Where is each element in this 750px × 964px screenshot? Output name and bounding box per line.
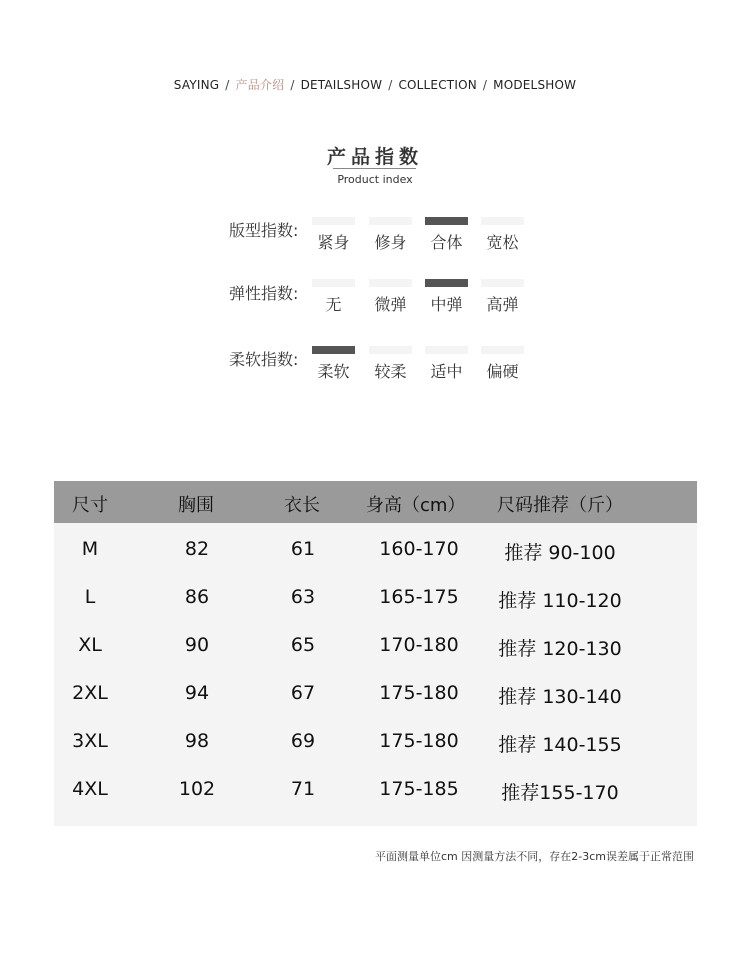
option-label: 紧身 <box>317 233 350 252</box>
table-cell: L <box>84 586 96 608</box>
nav-item-modelshow[interactable]: MODELSHOW <box>493 78 577 92</box>
table-cell: 175-180 <box>379 730 459 752</box>
table-cell: 90 <box>184 634 210 656</box>
measurement-note: 平面测量单位cm 因测量方法不同，存在2-3cm误差属于正常范围 <box>375 850 694 863</box>
table-cell: 推荐 110-120 <box>498 590 622 612</box>
softness-index-label: 柔软指数: <box>229 350 299 369</box>
title-divider <box>333 168 416 169</box>
header-size: 尺寸 <box>72 495 108 516</box>
table-cell: 175-185 <box>379 778 459 800</box>
table-cell: 102 <box>178 778 216 800</box>
elasticity-option <box>312 279 355 315</box>
table-cell: 86 <box>184 586 210 608</box>
product-index-subtitle: Product index <box>337 173 413 186</box>
softness-option <box>369 346 412 382</box>
indicator-bar <box>369 279 412 287</box>
indicator-bar <box>312 217 355 225</box>
table-cell: 71 <box>290 778 316 800</box>
indicator-bar <box>481 279 524 287</box>
table-cell: 67 <box>290 682 316 704</box>
table-cell: 82 <box>184 538 210 560</box>
nav-separator: / <box>225 78 230 92</box>
nav-item-collection[interactable]: COLLECTION <box>398 78 477 92</box>
option-label: 较柔 <box>374 362 407 381</box>
fit-option <box>481 217 524 253</box>
option-label: 偏硬 <box>486 362 519 381</box>
fit-index-label: 版型指数: <box>229 221 299 240</box>
table-cell: XL <box>78 634 102 656</box>
table-cell: 175-180 <box>379 682 459 704</box>
table-cell: 3XL <box>72 730 108 752</box>
size-table <box>54 481 697 826</box>
header-length: 衣长 <box>284 495 320 516</box>
product-index-title: 产品指数 <box>326 146 423 168</box>
table-cell: 推荐 90-100 <box>504 542 616 564</box>
table-cell: M <box>81 538 99 560</box>
option-label: 修身 <box>374 233 407 252</box>
table-cell: 94 <box>184 682 210 704</box>
option-label: 柔软 <box>317 362 350 381</box>
elasticity-option <box>481 279 524 315</box>
option-label: 合体 <box>430 233 463 252</box>
nav-separator: / <box>388 78 393 92</box>
indicator-bar <box>369 346 412 354</box>
indicator-bar <box>425 346 468 354</box>
nav-item-detailshow[interactable]: DETAILSHOW <box>300 78 383 92</box>
nav-separator: / <box>290 78 295 92</box>
table-cell: 69 <box>290 730 316 752</box>
table-cell: 65 <box>290 634 316 656</box>
table-cell: 推荐 130-140 <box>498 686 622 708</box>
header-height: 身高（cm） <box>366 495 466 516</box>
header-weight-recommend: 尺码推荐（斤） <box>497 495 623 516</box>
table-cell: 165-175 <box>379 586 459 608</box>
table-cell: 推荐 120-130 <box>498 638 622 660</box>
elasticity-option-selected <box>425 279 468 315</box>
elasticity-option <box>369 279 412 315</box>
option-label: 无 <box>325 295 342 314</box>
indicator-bar <box>312 279 355 287</box>
indicator-bar-selected <box>425 217 468 225</box>
softness-option <box>481 346 524 382</box>
top-nav <box>0 76 750 93</box>
indicator-bar-selected <box>425 279 468 287</box>
table-cell: 推荐155-170 <box>501 782 619 804</box>
softness-option-selected <box>312 346 355 382</box>
table-cell: 160-170 <box>379 538 459 560</box>
option-label: 高弹 <box>486 295 519 314</box>
nav-item-product-intro[interactable]: 产品介绍 <box>235 78 285 92</box>
indicator-bar-selected <box>312 346 355 354</box>
fit-option-selected <box>425 217 468 253</box>
table-cell: 4XL <box>72 778 108 800</box>
option-label: 宽松 <box>486 233 519 252</box>
option-label: 微弹 <box>374 295 407 314</box>
table-cell: 63 <box>290 586 316 608</box>
table-cell: 61 <box>290 538 316 560</box>
nav-separator: / <box>482 78 488 92</box>
option-label: 适中 <box>430 362 463 381</box>
elasticity-index-label: 弹性指数: <box>229 284 299 303</box>
fit-option <box>369 217 412 253</box>
nav-item-saying[interactable]: SAYING <box>173 78 220 92</box>
fit-option <box>312 217 355 253</box>
header-chest: 胸围 <box>178 495 214 516</box>
indicator-bar <box>369 217 412 225</box>
table-cell: 170-180 <box>379 634 459 656</box>
indicator-bar <box>481 217 524 225</box>
size-table-header <box>54 481 697 523</box>
table-cell: 推荐 140-155 <box>498 734 622 756</box>
table-cell: 98 <box>184 730 210 752</box>
option-label: 中弹 <box>430 295 463 314</box>
table-cell: 2XL <box>72 682 108 704</box>
softness-option <box>425 346 468 382</box>
indicator-bar <box>481 346 524 354</box>
